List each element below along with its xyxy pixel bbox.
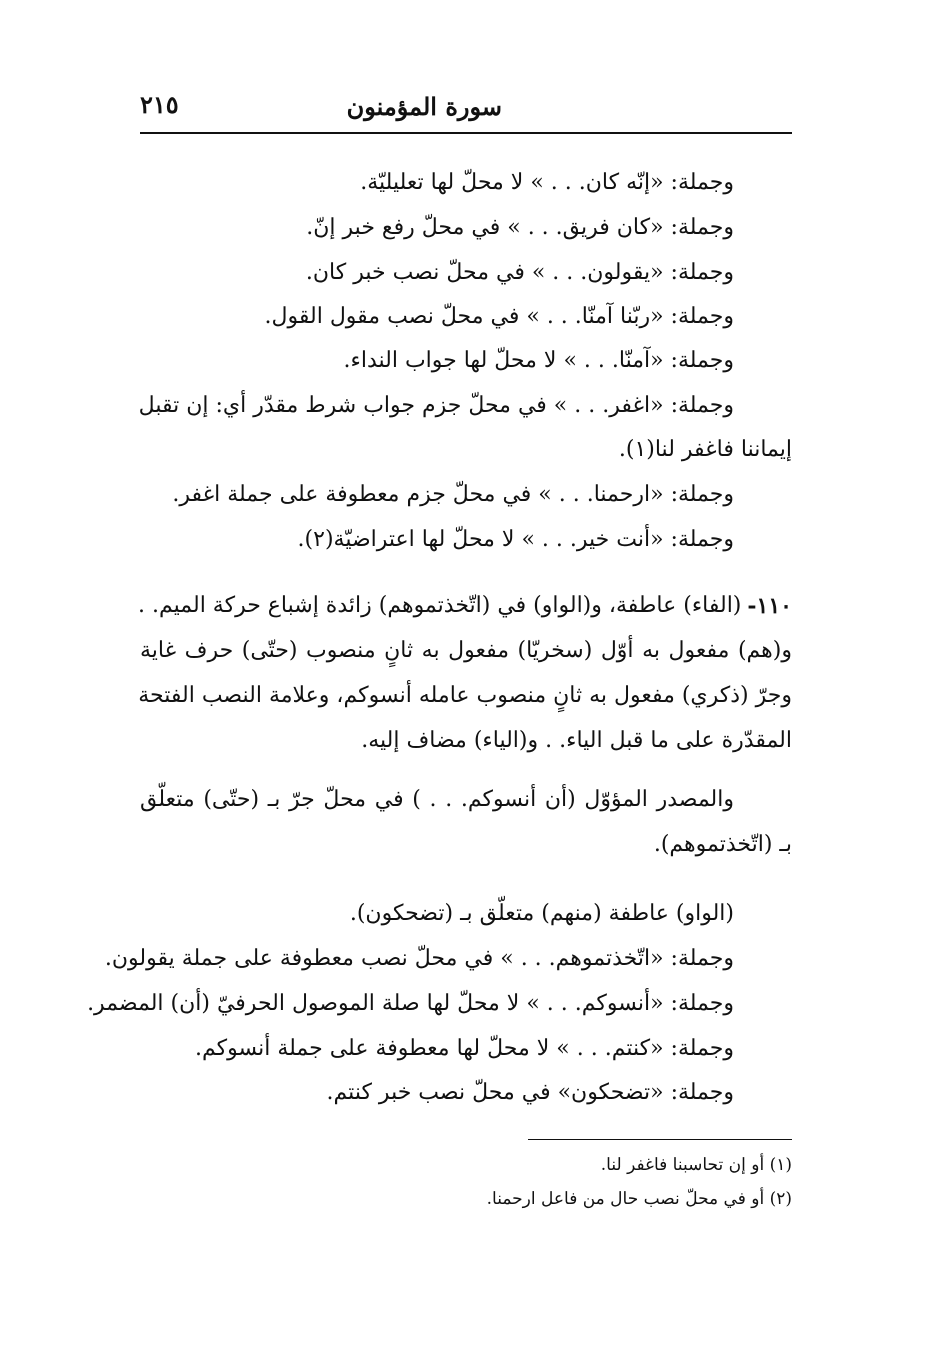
text-line: وجملة: «اغفر. . . » في محلّ جزم جواب شرط مقدّر أي: إن تقبل (138, 393, 734, 418)
text-line: (الفاء) عاطفة، و(الواو) في (اتّخذتموهم) زائدة إشباع حركة الميم. . (138, 593, 742, 618)
verse-110-first-line (140, 589, 792, 623)
footnote: (١) أو إن تحاسبنا فاغفر لنا. (600, 1155, 792, 1175)
page-header (140, 88, 792, 134)
page-number: ٢١٥ (140, 90, 179, 119)
footnote-divider (528, 1139, 792, 1140)
text-line: وجملة: «إنّه كان. . . » لا محلّ لها تعليليّة. (360, 170, 734, 195)
text-line: وجرّ (ذكري) مفعول به ثانٍ منصوب عامله أنسوكم، وعلامة النصب الفتحة (138, 683, 792, 708)
page-title: سورة المؤمنون (346, 92, 502, 121)
text-line: وجملة: «أنسوكم. . . » لا محلّ لها صلة الموصول الحرفيّ (أن) المضمر. (87, 991, 734, 1016)
verse-number: ١١٠- (747, 593, 792, 619)
text-line: (الواو) عاطفة (منهم) متعلّق بـ (تضحكون). (349, 901, 734, 926)
text-line: بـ (اتّخذتموهم). (653, 832, 792, 857)
text-line: و(هم) مفعول به أوّل (سخريّا) مفعول به ثانٍ منصوب (حتّى) حرف غاية (140, 638, 792, 663)
text-line: وجملة: «كان فريق. . . » في محلّ رفع خبر إنّ. (306, 215, 734, 240)
text-line: والمصدر المؤوّل (أن أنسوكم. . . ) في محلّ جرّ بـ (حتّى) متعلّق (140, 787, 734, 812)
text-line: وجملة: «تضحكون» في محلّ نصب خبر كنتم. (326, 1080, 734, 1105)
text-line: وجملة: «أنت خير. . . » لا محلّ لها اعتراضيّة(٢). (297, 527, 734, 552)
footnote: (٢) أو في محلّ نصب حال من فاعل ارحمنا. (486, 1189, 792, 1209)
text-line: وجملة: «يقولون. . . » في محلّ نصب خبر كان. (305, 260, 734, 285)
text-line: وجملة: «آمنّا. . . » لا محلّ لها جواب النداء. (343, 348, 734, 373)
text-line: وجملة: «ارحمنا. . . » في محلّ جزم معطوفة على جملة اغفر. (172, 482, 734, 507)
text-line: وجملة: «كنتم. . . » لا محلّ لها معطوفة على جملة أنسوكم. (195, 1036, 734, 1061)
text-line: إيماننا فاغفر لنا(١). (618, 437, 792, 462)
text-line: المقدّرة على ما قبل الياء. . و(الياء) مضاف إليه. (361, 728, 792, 753)
text-line: وجملة: «ربّنا آمنّا. . . » في محلّ نصب مقول القول. (264, 304, 734, 329)
text-line: وجملة: «اتّخذتموهم. . . » في محلّ نصب معطوفة على جملة يقولون. (104, 946, 734, 971)
